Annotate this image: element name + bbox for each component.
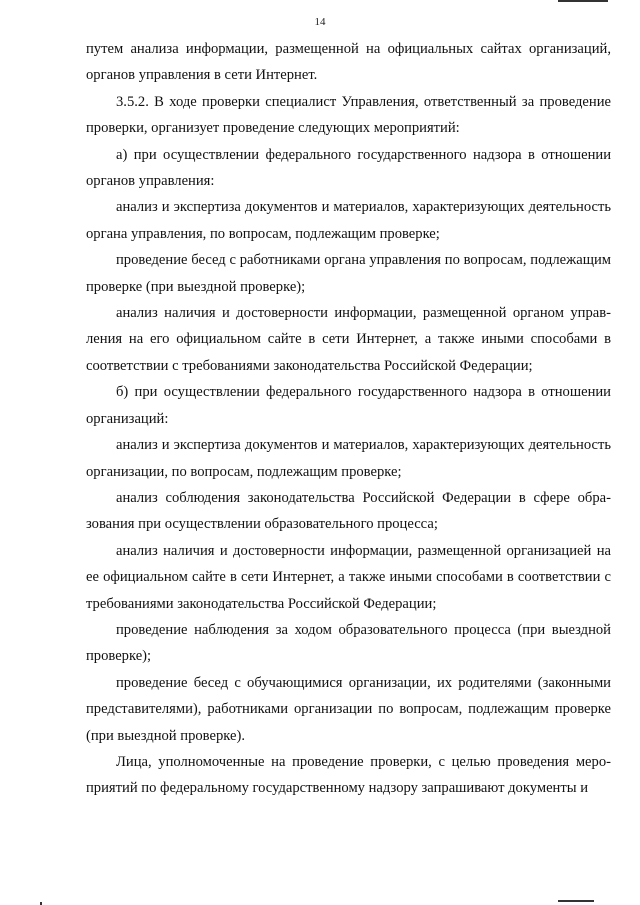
- paragraph: анализ соблюдения законодательства Российской Федерации в сфере образования при осуществлении образовательного процесса;: [86, 489, 611, 533]
- paragraph-item-b: б) при осуществлении федерального государственного надзора в отношении организаций:: [86, 384, 611, 427]
- paragraph-item-a: а) при осуществлении федерального государственного надзора в отношении органов управления:: [86, 146, 611, 190]
- paragraph: Лица, уполномоченные на проведение проверки, с целью проведения мероприятий по федеральному государственному надзору запрашивают документы и: [86, 753, 611, 797]
- document-body: [86, 36, 611, 802]
- paragraph: проведение бесед с работниками органа управления по вопросам, подлежащим проверке (при выездной проверке);: [86, 252, 611, 295]
- scan-mark-bottom-right: [558, 900, 594, 902]
- paragraph-continuation: путем анализа информации, размещенной на официальных сайтах организаций, органов управления в сети Интернет.: [86, 41, 611, 84]
- page-number: 14: [314, 16, 326, 28]
- paragraph: анализ наличия и достоверности информации, размещенной организацией на ее официальном сайте в сети Интернет, а также иными способами в соответствии с требованиями законодательства Российской Федерации;: [86, 542, 611, 612]
- paragraph: анализ наличия и достоверности информации, размещенной органом управления на его официальном сайте в сети Интернет, а также иными способами в соответствии с требованиями законодательства Российской Федерации;: [86, 305, 611, 374]
- paragraph: анализ и экспертиза документов и материалов, характеризующих деятельность органа управления, по вопросам, подлежащим проверке;: [86, 199, 611, 242]
- scan-mark-top-right: [558, 0, 608, 2]
- paragraph-3-5-2: 3.5.2. В ходе проверки специалист Управления, ответственный за проведение проверки, организует проведение следующих мероприятий:: [86, 93, 611, 137]
- paragraph: анализ и экспертиза документов и материалов, характеризующих деятельность организации, по вопросам, подлежащим проверке;: [86, 437, 611, 480]
- paragraph: проведение наблюдения за ходом образовательного процесса (при выездной проверке);: [86, 621, 611, 665]
- paragraph: проведение бесед с обучающимися организации, их родителями (законными представителями), работниками организации по вопросам, подлежащим проверке (при выездной проверке).: [86, 674, 611, 744]
